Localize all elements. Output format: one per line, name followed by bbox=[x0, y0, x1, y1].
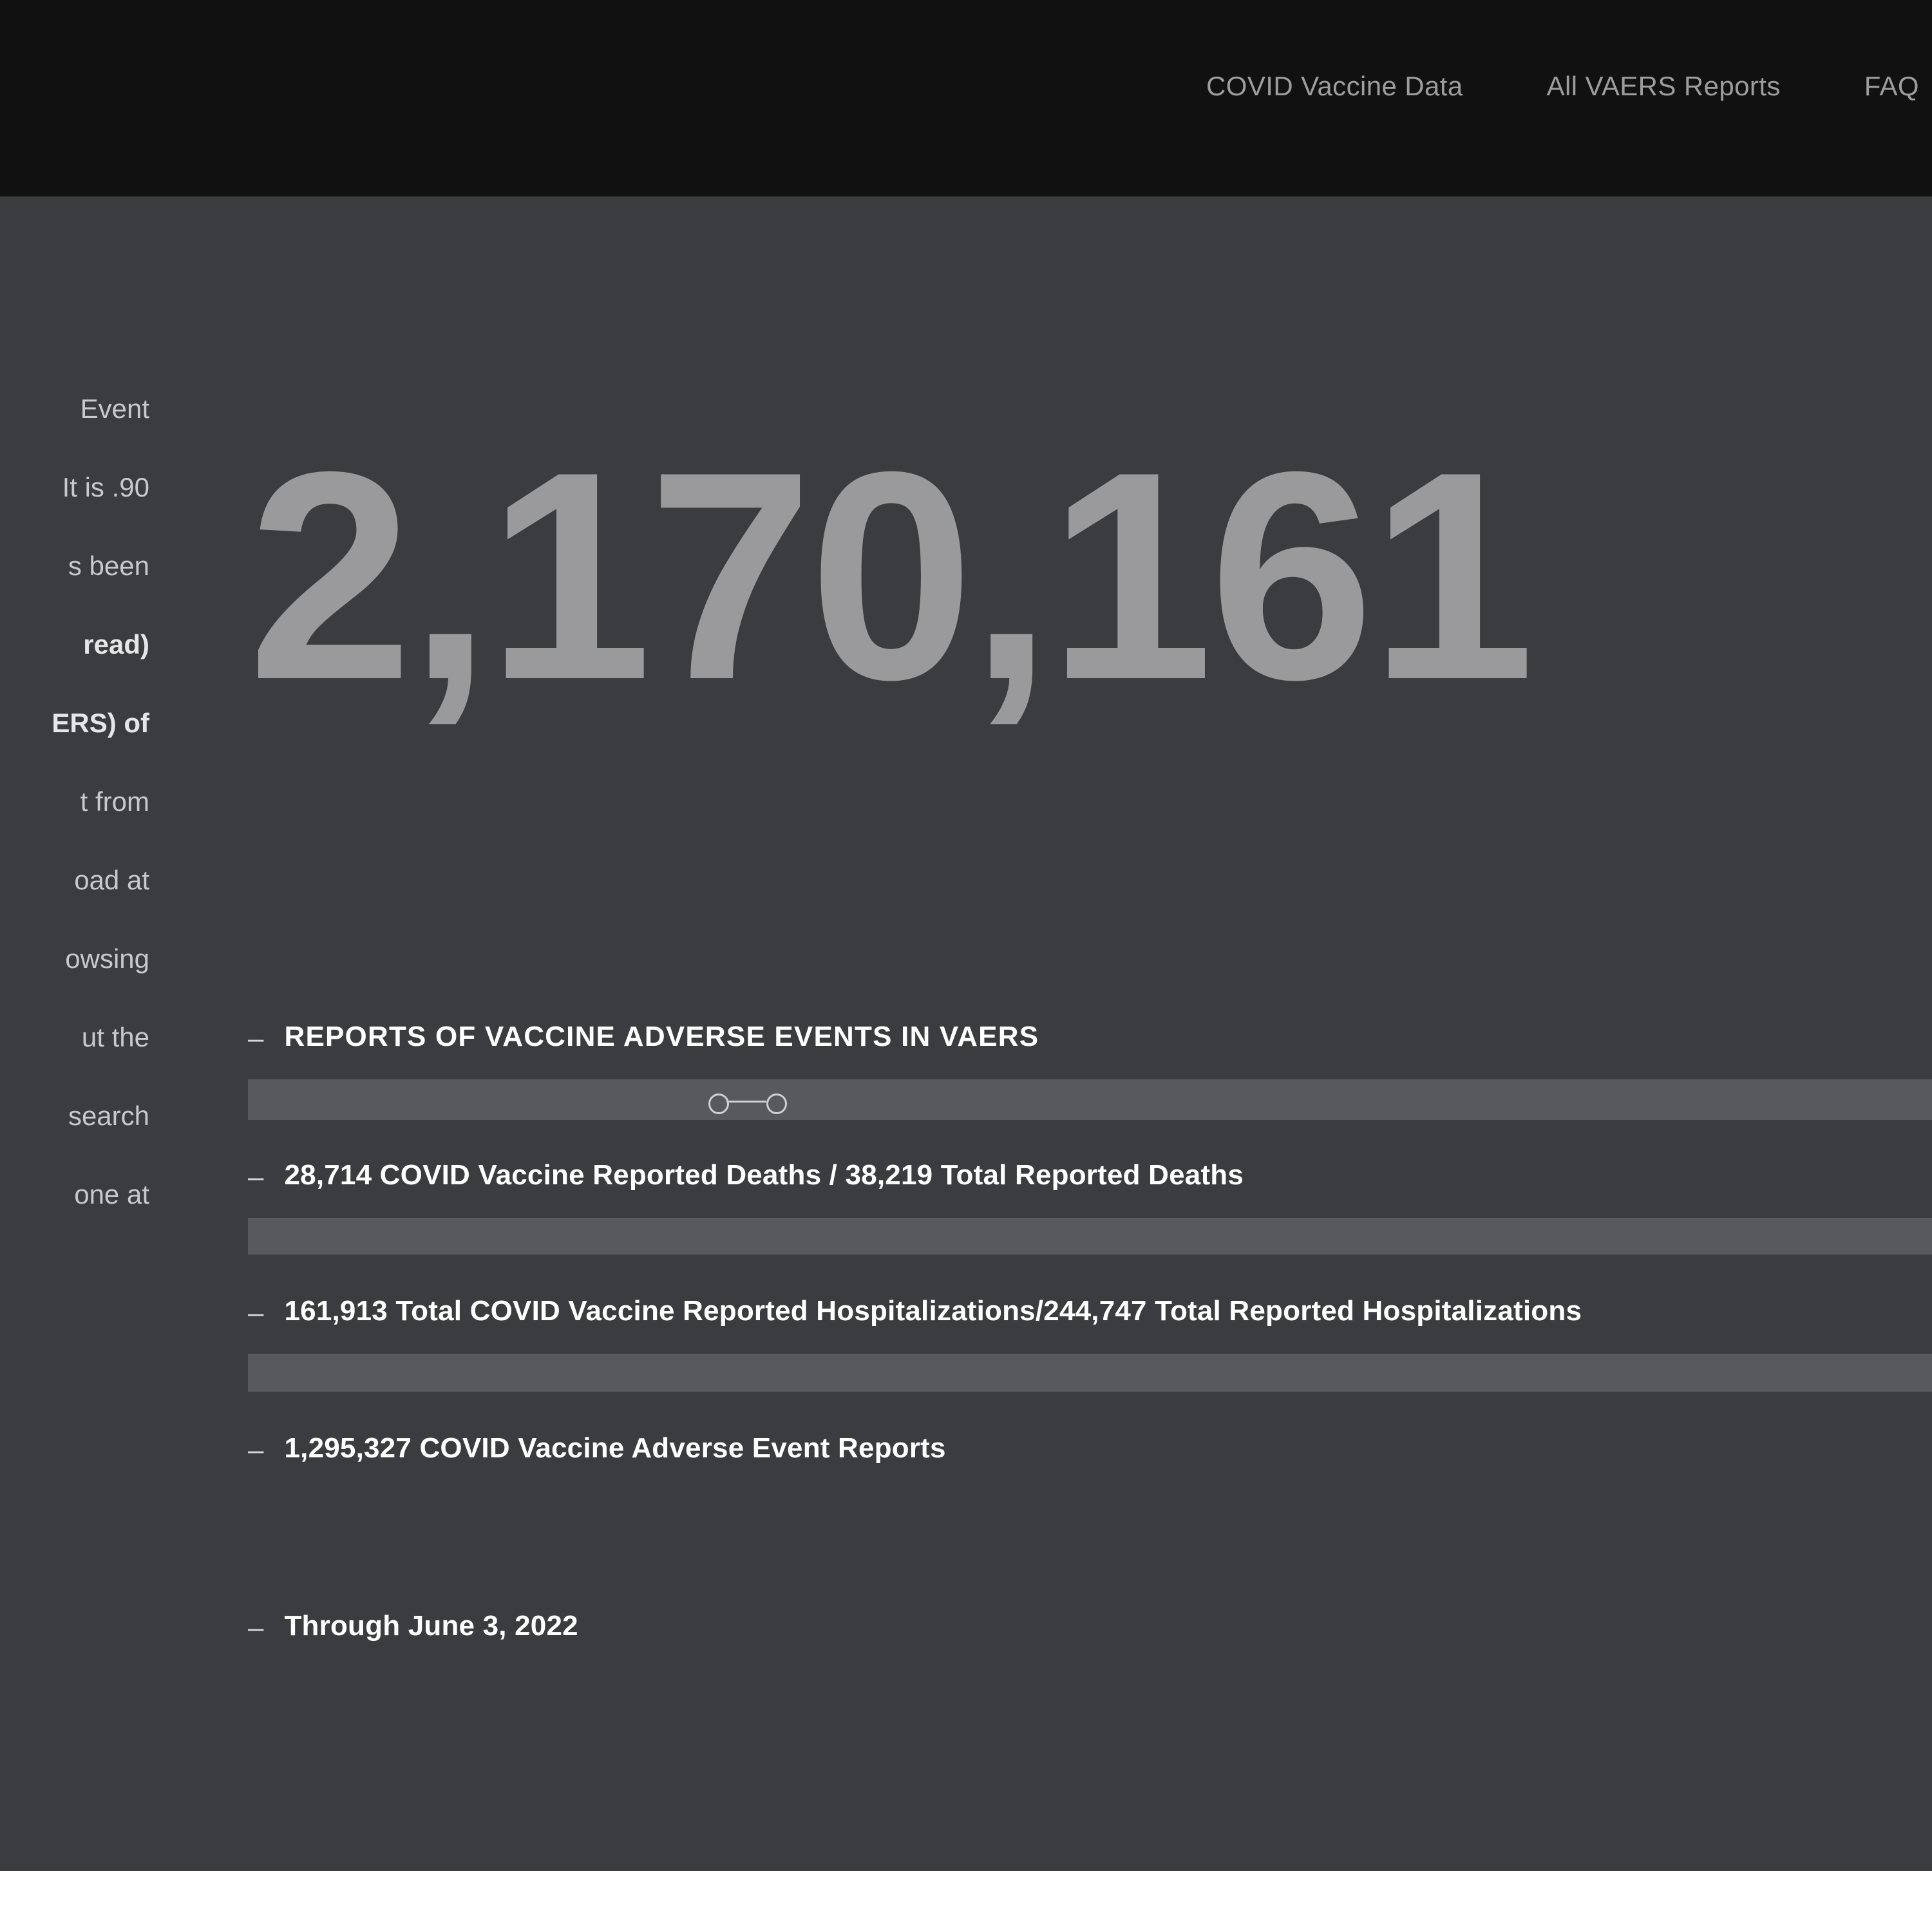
hero-panel bbox=[0, 196, 1932, 1871]
nav-links bbox=[1206, 71, 1932, 102]
stat-text: 1,295,327 COVID Vaccine Adverse Event Reports bbox=[284, 1432, 946, 1464]
nav-item-covid-vaccine-data[interactable]: COVID Vaccine Data bbox=[1206, 71, 1463, 101]
dash-icon: – bbox=[248, 1161, 264, 1193]
stat-row-deaths bbox=[248, 1120, 1932, 1218]
divider bbox=[248, 1354, 1932, 1392]
divider bbox=[248, 1218, 1932, 1255]
intro-line-11: one at bbox=[74, 1179, 149, 1210]
stat-text: Through June 3, 2022 bbox=[284, 1610, 578, 1642]
stat-text: 161,913 Total COVID Vaccine Reported Hospitalizations/244,747 Total Reported Hospitalizations bbox=[284, 1295, 1582, 1327]
link-marker-left-ring bbox=[708, 1094, 729, 1114]
intro-line-1: Event bbox=[80, 393, 149, 424]
intro-paragraph-column bbox=[0, 390, 149, 1255]
intro-line-3: s been bbox=[68, 551, 149, 582]
nav-item-all-vaers-reports[interactable]: All VAERS Reports bbox=[1546, 71, 1781, 101]
dash-icon: – bbox=[248, 1612, 264, 1643]
stat-list bbox=[248, 1018, 1932, 1669]
stat-row-through-date bbox=[248, 1607, 1932, 1669]
intro-line-6: t from bbox=[80, 786, 149, 817]
page-bottom-strip bbox=[0, 1871, 1932, 1932]
stat-row-reports-label bbox=[248, 1018, 1932, 1079]
top-navigation-bar bbox=[0, 0, 1932, 196]
nav-item-faq[interactable]: FAQ bbox=[1864, 71, 1919, 101]
link-marker-right-ring bbox=[766, 1094, 787, 1114]
link-marker-bar bbox=[726, 1101, 766, 1103]
intro-line-5: ERS) of bbox=[52, 708, 149, 739]
intro-line-8: owsing bbox=[65, 943, 149, 974]
stat-text: 28,714 COVID Vaccine Reported Deaths / 38,219 Total Reported Deaths bbox=[284, 1159, 1244, 1191]
intro-line-9: ut the bbox=[81, 1022, 149, 1053]
link-marker-icon[interactable] bbox=[708, 1088, 792, 1114]
stat-row-hospitalizations bbox=[248, 1255, 1932, 1354]
intro-line-2: 90. It is bbox=[62, 472, 149, 503]
spacer bbox=[248, 1491, 1932, 1607]
divider bbox=[248, 1079, 1932, 1120]
intro-line-7: oad at bbox=[74, 865, 149, 896]
dash-icon: – bbox=[248, 1434, 264, 1466]
intro-line-4: (read bbox=[83, 629, 149, 660]
stat-text: REPORTS OF VACCINE ADVERSE EVENTS IN VAERS bbox=[284, 1021, 1039, 1052]
stat-row-adverse-event-reports bbox=[248, 1392, 1932, 1491]
vaers-report-counter: 2,170,161 bbox=[248, 411, 1531, 741]
dash-icon: – bbox=[248, 1023, 264, 1054]
dash-icon: – bbox=[248, 1297, 264, 1329]
intro-line-10: search bbox=[68, 1101, 149, 1132]
